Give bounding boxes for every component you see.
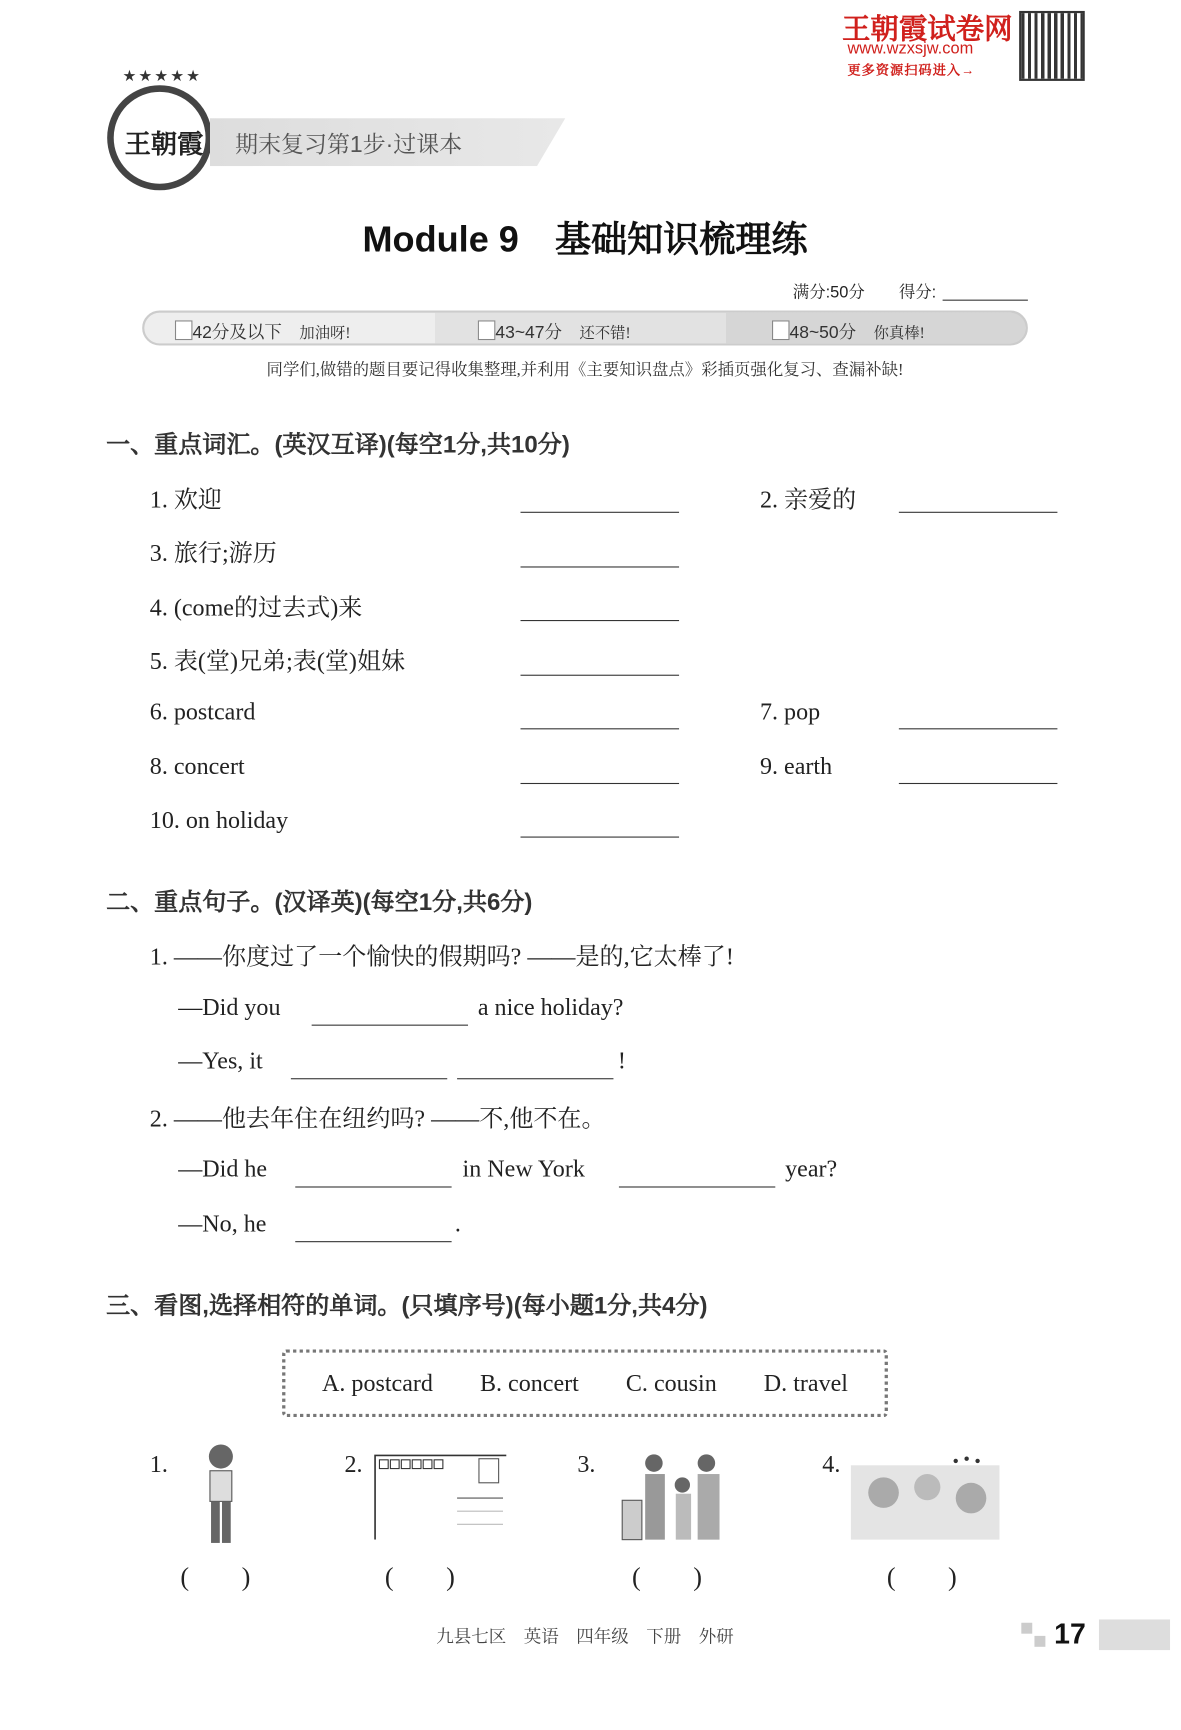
answer-blank[interactable] <box>312 1024 468 1026</box>
picture-number: 1. <box>149 1449 168 1478</box>
q1-line-b: a nice holiday? <box>477 992 624 1021</box>
answer-blank[interactable] <box>521 619 680 621</box>
level-range: 42分及以下 <box>192 323 282 343</box>
level-2[interactable] <box>478 318 631 343</box>
brand-name: 王朝霞试卷网 <box>841 12 1013 45</box>
q1-line-a: —Did you <box>178 992 281 1021</box>
answer-blank[interactable] <box>521 511 680 513</box>
option-b: B. concert <box>479 1369 579 1397</box>
logo-stars-icon: ★★★★★ <box>122 68 203 86</box>
answer-blank[interactable] <box>457 1077 613 1079</box>
page-title: Module 9 基础知识梳理练 <box>362 218 808 260</box>
family-travel-picture-icon <box>619 1452 739 1544</box>
answer-paren[interactable]: ( ) <box>632 1563 703 1593</box>
vocab-item: 3. 旅行;游历 <box>149 539 277 567</box>
q2-line-e: . <box>454 1209 461 1237</box>
page-number-bar <box>1099 1619 1170 1650</box>
boy-picture-icon <box>197 1441 246 1550</box>
answer-blank[interactable] <box>899 511 1058 513</box>
answer-paren[interactable]: ( ) <box>180 1563 251 1593</box>
qr-code-icon[interactable] <box>1021 13 1082 79</box>
answer-blank[interactable] <box>899 782 1058 784</box>
answer-blank[interactable] <box>295 1240 451 1242</box>
page-number: 17 <box>1054 1617 1086 1651</box>
answer-blank[interactable] <box>291 1077 447 1079</box>
answer-paren[interactable]: ( ) <box>886 1563 957 1593</box>
footer-text: 九县七区 英语 四年级 下册 外研 <box>436 1628 734 1647</box>
q1-line-c: —Yes, it <box>178 1046 263 1074</box>
answer-blank[interactable] <box>521 674 680 676</box>
question-2: 2. ——他去年住在纽约吗? ——不,他不在。 <box>149 1104 606 1132</box>
answer-blank[interactable] <box>619 1185 775 1187</box>
vocab-item: 6. postcard <box>149 697 256 725</box>
level-range: 48~50分 <box>789 323 857 343</box>
vocab-item: 1. 欢迎 <box>149 485 222 513</box>
note-text: 同学们,做错的题目要记得收集整理,并利用《主要知识盘点》彩插页强化复习、查漏补缺! <box>266 361 904 380</box>
answer-blank[interactable] <box>521 835 680 837</box>
question-1: 1. ——你度过了一个愉快的假期吗? ——是的,它太棒了! <box>149 942 734 970</box>
section-2-heading: 二、重点句子。(汉译英)(每空1分,共6分) <box>106 887 533 916</box>
level-message: 还不错! <box>579 325 631 343</box>
page-corner-icon <box>1021 1623 1032 1634</box>
brand-scan: 更多资源扫码进入→ <box>847 62 976 78</box>
vocab-item: 10. on holiday <box>149 805 289 834</box>
answer-blank[interactable] <box>295 1185 451 1187</box>
vocab-item: 8. concert <box>149 752 245 780</box>
option-a: A. postcard <box>322 1369 433 1397</box>
postcard-picture-icon <box>374 1454 507 1539</box>
word-options-box <box>282 1349 888 1417</box>
section-3-heading: 三、看图,选择相符的单词。(只填序号)(每小题1分,共4分) <box>106 1291 708 1319</box>
answer-blank[interactable] <box>899 727 1058 729</box>
q2-line-a: —Did he <box>178 1154 268 1183</box>
answer-blank[interactable] <box>521 782 680 784</box>
q1-line-d: ! <box>617 1046 626 1074</box>
vocab-item: 2. 亲爱的 <box>759 485 857 513</box>
vocab-item: 4. (come的过去式)来 <box>149 593 363 622</box>
q2-line-c: year? <box>785 1154 838 1183</box>
level-3[interactable] <box>772 318 925 343</box>
vocab-item: 5. 表(堂)兄弟;表(堂)姐妹 <box>149 647 406 675</box>
picture-number: 2. <box>344 1449 363 1478</box>
full-score: 满分:50分 <box>792 283 865 302</box>
answer-paren[interactable]: ( ) <box>384 1563 455 1593</box>
level-message: 你真棒! <box>873 325 925 343</box>
vocab-item: 9. earth <box>759 752 833 780</box>
answer-blank[interactable] <box>521 727 680 729</box>
level-message: 加油呀! <box>299 325 351 343</box>
score-blank[interactable] <box>943 299 1028 301</box>
q2-line-b: in New York <box>462 1154 585 1183</box>
option-d: D. travel <box>763 1369 848 1397</box>
level-range: 43~47分 <box>495 323 563 343</box>
option-c: C. cousin <box>625 1369 717 1397</box>
answer-blank[interactable] <box>521 565 680 567</box>
brand-url[interactable]: www.wzxsjw.com <box>847 39 974 58</box>
level-1[interactable] <box>175 318 351 343</box>
section-1-heading: 一、重点词汇。(英汉互译)(每空1分,共10分) <box>106 430 570 459</box>
score-label: 得分: <box>898 283 937 302</box>
concert-picture-icon <box>851 1454 1002 1541</box>
logo-text: 王朝霞 <box>124 131 204 160</box>
picture-number: 3. <box>577 1449 596 1478</box>
step-banner-text: 期末复习第1步·过课本 <box>235 132 463 158</box>
logo-badge <box>107 85 212 190</box>
q2-line-d: —No, he <box>178 1209 267 1237</box>
picture-number: 4. <box>822 1449 841 1478</box>
vocab-item: 7. pop <box>759 697 821 725</box>
